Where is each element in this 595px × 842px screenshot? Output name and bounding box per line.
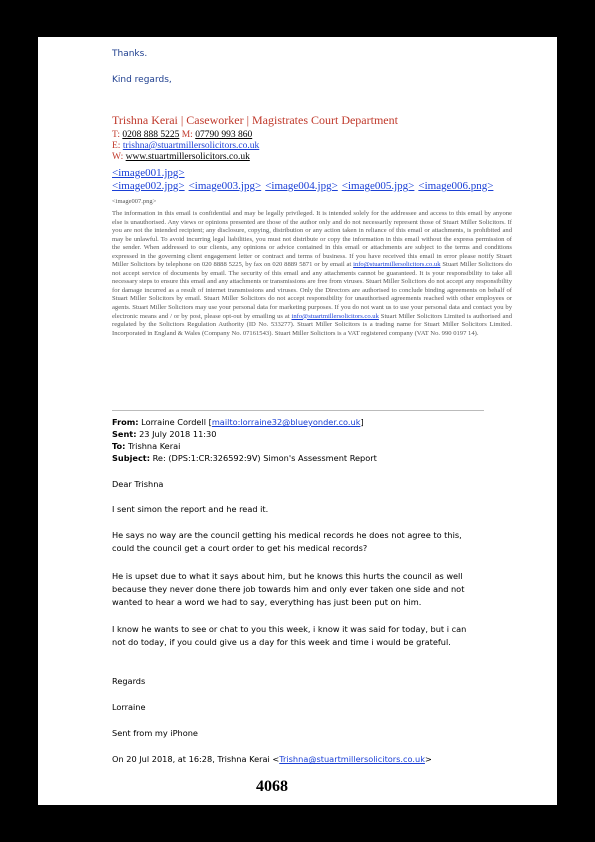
to-label: To: xyxy=(112,441,126,451)
from-line xyxy=(112,417,364,427)
disclaimer-email-link-1[interactable]: info@stuartmillersolicitors.co.uk xyxy=(353,261,441,269)
disclaimer-part3: Stuart Miller Solicitors Limited is authorised and regulated by the Solicitors Regulation Authority (ID No. 533277). Stuart Miller Solicitors is a trading name for Stuart Miller Solicitors Limited. Incorporated in England & Wales (Company No. 07161543). Stuart Miller Solicitors is a VAT registered company (VAT No. 990 0197 14). xyxy=(112,312,512,337)
quote-email-link[interactable]: Trishna@stuartmillersolicitors.co.uk xyxy=(279,754,425,764)
from-close: ] xyxy=(360,417,364,427)
signature-email-link[interactable]: trishna@stuartmillersolicitors.co.uk xyxy=(122,141,260,151)
image003-link[interactable]: <image003.jpg> xyxy=(188,180,262,192)
kind-regards-text: Kind regards, xyxy=(112,75,172,85)
to-line xyxy=(112,441,180,451)
image005-link[interactable]: <image005.jpg> xyxy=(341,180,415,192)
image004-link[interactable]: <image004.jpg> xyxy=(265,180,338,192)
mobile-label: M: xyxy=(181,130,193,140)
message-paragraph-3: He is upset due to what it says about him, but he knows this hurts the council as well because they never done there job towards him and only ever taken one side and not wanted to hear a word we had to say, everything has just been put on him. xyxy=(112,571,465,607)
image001-label[interactable]: <image001.jpg> xyxy=(112,167,185,179)
sent-label: Sent: xyxy=(112,429,137,439)
from-mailto-link[interactable]: mailto:lorraine32@blueyonder.co.uk xyxy=(211,417,361,427)
signature-phone-line xyxy=(112,130,252,140)
regards-text: Regards xyxy=(112,676,146,686)
image001-link[interactable] xyxy=(112,167,189,179)
from-name: Lorraine Cordell [ xyxy=(141,417,212,427)
sent-line xyxy=(112,429,216,439)
sent-value: 23 July 2018 11:30 xyxy=(139,429,217,439)
signature-email-line xyxy=(112,141,259,151)
page-number: 4068 xyxy=(256,778,288,795)
phone-number[interactable]: 0208 888 5225 xyxy=(122,130,180,140)
image002-link[interactable]: <image002.jpg> xyxy=(112,180,185,192)
image006-link[interactable]: <image006.png> xyxy=(418,180,494,192)
reply-separator xyxy=(112,410,484,411)
disclaimer-part2: Stuart Miller Solicitors do not accept service of documents by email. The security of this email and any attachments cannot be guaranteed. It is your responsibility to take all necessary steps to ensure this email and any attachments or transmissions are free from viruses. Stuart Miller Solicitors do not accept any responsibility for damage incurred as a result of internet transmissions and viruses. Only the Directors are authorised to conclude binding agreements on behalf of Stuart Miller Solicitors by email. Stuart Miller Solicitors do not accept responsibility for unauthorised agreements reached with other employees or agents. Stuart Miller Solicitors may use your personal data for marketing purposes. If you do not want us to use your personal data and contact you by electronic means and / or by post, please opt-out by emailing us at xyxy=(112,261,512,320)
thanks-text: Thanks. xyxy=(112,49,148,59)
disclaimer-part1: The information in this email is confidential and may be legally privileged. It is intended solely for the addressee and access to this email by anyone else is unauthorised. Any views or opinions presented are those of the author only and do not necessarily represent those of Stuart Miller Solicitors. If you are not the intended recipient; any disclosure, copying, distribution or any action taken in reliance of this email or attachments, is prohibited and may be unlawful. To avoid incurring legal liabilities, you must not distribute or copy the information in this email without the express permission of the sender. When addressed to our clients, any opinions or advice contained in this email or attachments are subject to the terms and conditions expressed in the governing client engagement letter or contract and terms of business. If you have received this email in error please notify Stuart Miller Solicitors by telephone on 020 8888 5225, by fax on 020 8889 5871 or by email at xyxy=(112,210,512,269)
subject-label: Subject: xyxy=(112,453,150,463)
signature-name-line: Trishna Kerai | Caseworker | Magistrates Court Department xyxy=(112,113,398,127)
quote-prefix: On 20 Jul 2018, at 16:28, Trishna Kerai < xyxy=(112,754,280,764)
email-label: E: xyxy=(112,141,121,151)
web-label: W: xyxy=(112,152,124,162)
sent-from-iphone: Sent from my iPhone xyxy=(112,728,198,738)
message-paragraph-2: He says no way are the council getting his medical records he does not agree to this, could the council get a court order to get his medical records? xyxy=(112,530,462,553)
phone-label: T: xyxy=(112,130,120,140)
message-paragraph-1: I sent simon the report and he read it. xyxy=(112,504,269,514)
to-value: Trishna Kerai xyxy=(128,441,181,451)
subject-line xyxy=(112,453,377,463)
sender-name: Lorraine xyxy=(112,702,146,712)
image007-placeholder: <image007.png> xyxy=(112,198,157,205)
mobile-number[interactable]: 07790 993 860 xyxy=(195,130,253,140)
from-label: From: xyxy=(112,417,139,427)
disclaimer-email-link-2[interactable]: info@stuartmillersolicitors.co.uk xyxy=(291,312,379,320)
greeting: Dear Trishna xyxy=(112,479,164,489)
quote-suffix: > xyxy=(424,754,432,764)
website-link[interactable]: www.stuartmillersolicitors.co.uk xyxy=(125,152,250,162)
signature-web-line xyxy=(112,152,250,162)
quoted-reply-line xyxy=(112,754,432,764)
image-links-row xyxy=(112,180,497,192)
legal-disclaimer xyxy=(112,210,512,338)
subject-value: Re: (DPS:1:CR:326592:9V) Simon's Assessment Report xyxy=(152,453,377,463)
message-paragraph-4: I know he wants to see or chat to you this week, i know it was said for today, but i can not do today, if you could give us a day for this week and time i would be grateful. xyxy=(112,624,467,647)
